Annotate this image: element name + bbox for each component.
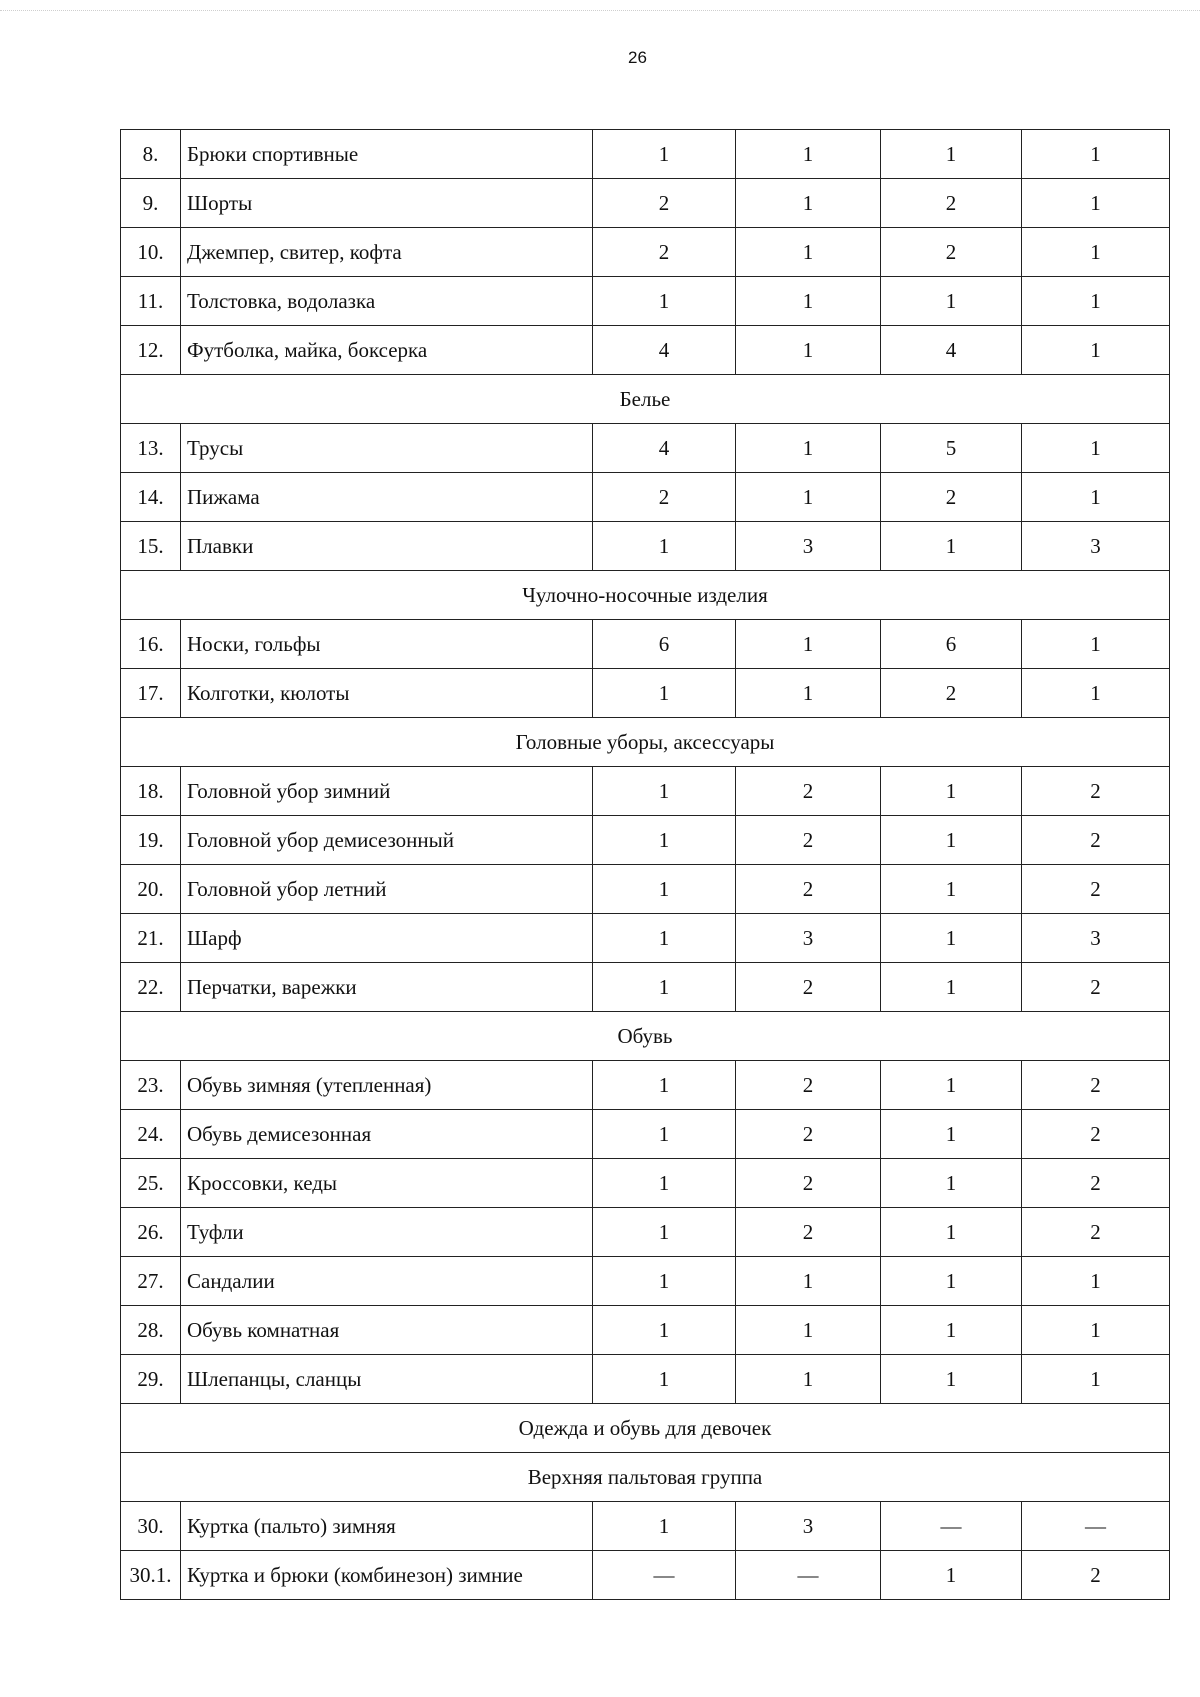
value-cell-2: 2 xyxy=(736,1159,881,1208)
item-name: Шлепанцы, сланцы xyxy=(181,1355,593,1404)
value-cell-4: 1 xyxy=(1022,1355,1170,1404)
row-number: 29. xyxy=(121,1355,181,1404)
value-cell-3: 1 xyxy=(881,1551,1022,1600)
value-cell-4: 1 xyxy=(1022,1306,1170,1355)
value-cell-4: — xyxy=(1022,1502,1170,1551)
row-number: 15. xyxy=(121,522,181,571)
value-cell-4: 1 xyxy=(1022,669,1170,718)
section-row xyxy=(121,1404,1170,1453)
value-cell-1: 1 xyxy=(593,1306,736,1355)
row-number: 30. xyxy=(121,1502,181,1551)
item-name: Шорты xyxy=(181,179,593,228)
value-cell-3: 6 xyxy=(881,620,1022,669)
item-name: Толстовка, водолазка xyxy=(181,277,593,326)
value-cell-2: 2 xyxy=(736,767,881,816)
value-cell-3: — xyxy=(881,1502,1022,1551)
value-cell-4: 1 xyxy=(1022,130,1170,179)
section-title: Обувь xyxy=(121,1012,1170,1061)
value-cell-4: 2 xyxy=(1022,1159,1170,1208)
value-cell-1: 1 xyxy=(593,130,736,179)
table-row xyxy=(121,1257,1170,1306)
row-number: 27. xyxy=(121,1257,181,1306)
value-cell-3: 1 xyxy=(881,277,1022,326)
value-cell-4: 1 xyxy=(1022,277,1170,326)
row-number: 24. xyxy=(121,1110,181,1159)
table-row xyxy=(121,130,1170,179)
value-cell-3: 1 xyxy=(881,914,1022,963)
item-name: Куртка (пальто) зимняя xyxy=(181,1502,593,1551)
value-cell-3: 1 xyxy=(881,767,1022,816)
table-row xyxy=(121,522,1170,571)
value-cell-1: 1 xyxy=(593,865,736,914)
table-row xyxy=(121,473,1170,522)
value-cell-2: 1 xyxy=(736,473,881,522)
item-name: Колготки, кюлоты xyxy=(181,669,593,718)
table-row xyxy=(121,424,1170,473)
value-cell-4: 1 xyxy=(1022,473,1170,522)
row-number: 11. xyxy=(121,277,181,326)
table-row xyxy=(121,228,1170,277)
item-name: Брюки спортивные xyxy=(181,130,593,179)
value-cell-2: 3 xyxy=(736,522,881,571)
section-title: Белье xyxy=(121,375,1170,424)
table-row xyxy=(121,326,1170,375)
value-cell-4: 3 xyxy=(1022,914,1170,963)
value-cell-2: 2 xyxy=(736,816,881,865)
value-cell-2: 1 xyxy=(736,228,881,277)
value-cell-1: 1 xyxy=(593,1208,736,1257)
item-name: Пижама xyxy=(181,473,593,522)
value-cell-3: 1 xyxy=(881,522,1022,571)
page-top-rule xyxy=(0,10,1200,11)
row-number: 20. xyxy=(121,865,181,914)
value-cell-2: 1 xyxy=(736,669,881,718)
value-cell-1: 1 xyxy=(593,277,736,326)
value-cell-3: 2 xyxy=(881,669,1022,718)
value-cell-4: 2 xyxy=(1022,1551,1170,1600)
row-number: 25. xyxy=(121,1159,181,1208)
item-name: Головной убор демисезонный xyxy=(181,816,593,865)
value-cell-1: 4 xyxy=(593,326,736,375)
value-cell-2: 2 xyxy=(736,1208,881,1257)
table-row xyxy=(121,1159,1170,1208)
section-title: Верхняя пальтовая группа xyxy=(121,1453,1170,1502)
section-row xyxy=(121,375,1170,424)
value-cell-1: 1 xyxy=(593,963,736,1012)
row-number: 19. xyxy=(121,816,181,865)
value-cell-4: 2 xyxy=(1022,963,1170,1012)
value-cell-2: 1 xyxy=(736,620,881,669)
value-cell-3: 1 xyxy=(881,1355,1022,1404)
row-number: 17. xyxy=(121,669,181,718)
value-cell-3: 1 xyxy=(881,130,1022,179)
value-cell-1: 1 xyxy=(593,522,736,571)
table-row xyxy=(121,1502,1170,1551)
row-number: 9. xyxy=(121,179,181,228)
value-cell-1: 1 xyxy=(593,1502,736,1551)
value-cell-2: 1 xyxy=(736,277,881,326)
value-cell-1: 1 xyxy=(593,669,736,718)
item-name: Шарф xyxy=(181,914,593,963)
value-cell-4: 2 xyxy=(1022,1208,1170,1257)
table-row xyxy=(121,1355,1170,1404)
section-row xyxy=(121,571,1170,620)
value-cell-3: 1 xyxy=(881,1061,1022,1110)
value-cell-2: 1 xyxy=(736,424,881,473)
table-row xyxy=(121,179,1170,228)
item-name: Перчатки, варежки xyxy=(181,963,593,1012)
row-number: 23. xyxy=(121,1061,181,1110)
value-cell-2: 1 xyxy=(736,326,881,375)
table-row xyxy=(121,1061,1170,1110)
value-cell-2: 3 xyxy=(736,914,881,963)
item-name: Куртка и брюки (комбинезон) зимние xyxy=(181,1551,593,1600)
value-cell-2: — xyxy=(736,1551,881,1600)
value-cell-3: 1 xyxy=(881,1208,1022,1257)
value-cell-1: — xyxy=(593,1551,736,1600)
table-row xyxy=(121,865,1170,914)
value-cell-3: 1 xyxy=(881,1159,1022,1208)
row-number: 26. xyxy=(121,1208,181,1257)
value-cell-1: 1 xyxy=(593,914,736,963)
value-cell-2: 1 xyxy=(736,1306,881,1355)
value-cell-3: 1 xyxy=(881,1110,1022,1159)
value-cell-2: 2 xyxy=(736,1061,881,1110)
value-cell-2: 1 xyxy=(736,1257,881,1306)
value-cell-4: 2 xyxy=(1022,767,1170,816)
value-cell-4: 1 xyxy=(1022,424,1170,473)
table-body xyxy=(121,130,1170,1600)
section-row xyxy=(121,718,1170,767)
value-cell-4: 2 xyxy=(1022,865,1170,914)
table-row xyxy=(121,1208,1170,1257)
value-cell-1: 1 xyxy=(593,1159,736,1208)
row-number: 14. xyxy=(121,473,181,522)
value-cell-3: 2 xyxy=(881,228,1022,277)
table-row xyxy=(121,669,1170,718)
section-row xyxy=(121,1453,1170,1502)
item-name: Джемпер, свитер, кофта xyxy=(181,228,593,277)
section-title: Одежда и обувь для девочек xyxy=(121,1404,1170,1453)
value-cell-4: 3 xyxy=(1022,522,1170,571)
value-cell-1: 1 xyxy=(593,1110,736,1159)
value-cell-3: 2 xyxy=(881,473,1022,522)
value-cell-3: 1 xyxy=(881,865,1022,914)
table-row xyxy=(121,914,1170,963)
value-cell-3: 1 xyxy=(881,816,1022,865)
page-number: 26 xyxy=(628,48,647,67)
clothing-norms-table xyxy=(120,129,1170,1600)
section-row xyxy=(121,1012,1170,1061)
value-cell-2: 1 xyxy=(736,179,881,228)
value-cell-1: 1 xyxy=(593,1257,736,1306)
item-name: Обувь комнатная xyxy=(181,1306,593,1355)
value-cell-1: 1 xyxy=(593,816,736,865)
row-number: 28. xyxy=(121,1306,181,1355)
value-cell-4: 1 xyxy=(1022,620,1170,669)
item-name: Плавки xyxy=(181,522,593,571)
item-name: Туфли xyxy=(181,1208,593,1257)
value-cell-2: 1 xyxy=(736,130,881,179)
value-cell-1: 1 xyxy=(593,1061,736,1110)
item-name: Кроссовки, кеды xyxy=(181,1159,593,1208)
table-row xyxy=(121,1306,1170,1355)
value-cell-3: 5 xyxy=(881,424,1022,473)
value-cell-4: 1 xyxy=(1022,228,1170,277)
value-cell-1: 2 xyxy=(593,179,736,228)
value-cell-3: 4 xyxy=(881,326,1022,375)
value-cell-1: 1 xyxy=(593,767,736,816)
row-number: 16. xyxy=(121,620,181,669)
table-row xyxy=(121,1551,1170,1600)
value-cell-4: 1 xyxy=(1022,179,1170,228)
item-name: Головной убор зимний xyxy=(181,767,593,816)
table-row xyxy=(121,1110,1170,1159)
item-name: Сандалии xyxy=(181,1257,593,1306)
row-number: 8. xyxy=(121,130,181,179)
value-cell-2: 1 xyxy=(736,1355,881,1404)
row-number: 10. xyxy=(121,228,181,277)
value-cell-1: 6 xyxy=(593,620,736,669)
value-cell-2: 3 xyxy=(736,1502,881,1551)
section-title: Головные уборы, аксессуары xyxy=(121,718,1170,767)
item-name: Носки, гольфы xyxy=(181,620,593,669)
value-cell-2: 2 xyxy=(736,1110,881,1159)
table-row xyxy=(121,963,1170,1012)
table-row xyxy=(121,620,1170,669)
value-cell-1: 1 xyxy=(593,1355,736,1404)
item-name: Трусы xyxy=(181,424,593,473)
value-cell-1: 4 xyxy=(593,424,736,473)
item-name: Обувь демисезонная xyxy=(181,1110,593,1159)
item-name: Футболка, майка, боксерка xyxy=(181,326,593,375)
row-number: 18. xyxy=(121,767,181,816)
value-cell-3: 1 xyxy=(881,1257,1022,1306)
row-number: 22. xyxy=(121,963,181,1012)
row-number: 30.1. xyxy=(121,1551,181,1600)
value-cell-2: 2 xyxy=(736,865,881,914)
value-cell-2: 2 xyxy=(736,963,881,1012)
table-row xyxy=(121,277,1170,326)
table-row xyxy=(121,816,1170,865)
value-cell-1: 2 xyxy=(593,473,736,522)
row-number: 21. xyxy=(121,914,181,963)
section-title: Чулочно-носочные изделия xyxy=(121,571,1170,620)
value-cell-3: 1 xyxy=(881,963,1022,1012)
value-cell-4: 2 xyxy=(1022,1110,1170,1159)
item-name: Головной убор летний xyxy=(181,865,593,914)
value-cell-3: 2 xyxy=(881,179,1022,228)
value-cell-4: 2 xyxy=(1022,816,1170,865)
row-number: 13. xyxy=(121,424,181,473)
value-cell-4: 1 xyxy=(1022,1257,1170,1306)
value-cell-4: 1 xyxy=(1022,326,1170,375)
row-number: 12. xyxy=(121,326,181,375)
item-name: Обувь зимняя (утепленная) xyxy=(181,1061,593,1110)
value-cell-1: 2 xyxy=(593,228,736,277)
table-row xyxy=(121,767,1170,816)
value-cell-3: 1 xyxy=(881,1306,1022,1355)
value-cell-4: 2 xyxy=(1022,1061,1170,1110)
